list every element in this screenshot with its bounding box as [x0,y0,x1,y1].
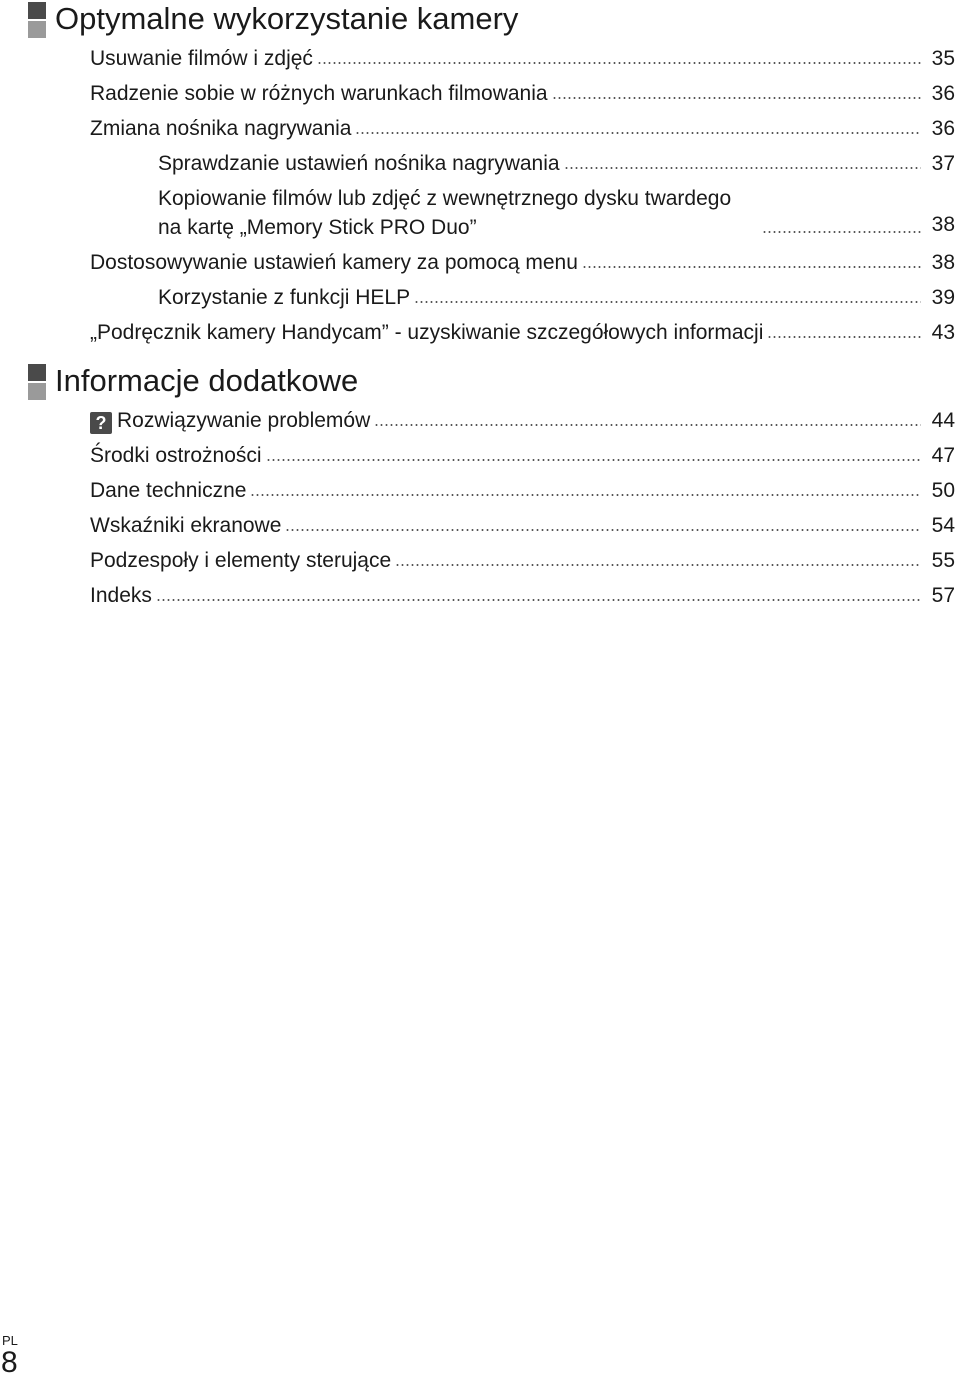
section-title: Informacje dodatkowe [55,363,359,398]
toc-page-number: 55 [931,549,955,572]
footer-language-code: PL [2,1333,18,1348]
dot-leader [250,494,921,496]
dot-leader [582,266,921,268]
question-icon: ? [90,412,112,434]
toc-entry-label: Korzystanie z funkcji HELP [158,286,411,309]
toc-entry-screen-indicators[interactable] [0,508,960,543]
toc-entry-specifications[interactable] [0,473,960,508]
toc-entry-change-media[interactable] [0,111,960,146]
dot-leader [285,529,921,531]
dot-leader [355,132,921,134]
toc-page-number: 36 [931,117,955,140]
toc-page-number: 54 [931,514,955,537]
dot-leader [395,564,921,566]
toc-entry-label: Zmiana nośnika nagrywania [90,117,352,140]
toc-page-number: 50 [931,479,955,502]
section-heading [0,362,960,400]
toc-page-number: 38 [931,251,955,274]
toc-page-number: 43 [931,321,955,344]
dot-leader [156,599,921,601]
toc-entry-label: Dostosowywanie ustawień kamery za pomocą menu [90,251,578,274]
toc-entry-label: Podzespoły i elementy sterujące [90,549,392,572]
dot-leader [552,97,921,99]
toc-entry-label: Środki ostrożności [90,444,262,467]
toc-page-number: 47 [931,444,955,467]
toc-entry-copy-to-memory-stick[interactable] [0,181,960,245]
dot-leader [266,459,921,461]
toc-entry-label: Rozwiązywanie problemów [117,409,371,432]
toc-entry-label: Kopiowanie filmów lub zdjęć z wewnętrznego dysku twardego na kartę „Memory Stick PRO Duo” [158,187,732,239]
toc-page-number: 57 [931,584,955,607]
toc-entry-label: Usuwanie filmów i zdjęć [90,47,313,70]
section-title: Optymalne wykorzystanie kamery [55,1,519,36]
dot-leader [414,301,921,303]
dot-leader [564,167,921,169]
toc-entry-label: Radzenie sobie w różnych warunkach filmowania [90,82,548,105]
toc-entry-troubleshooting[interactable] [0,403,960,438]
section-heading [0,0,960,38]
section-marker-icon [28,2,46,38]
toc-entry-parts-controls[interactable] [0,543,960,578]
toc-page-number: 44 [931,409,955,432]
toc-entry-label: „Podręcznik kamery Handycam” - uzyskiwanie szczegółowych informacji [90,321,764,344]
toc-entry-label-wrap [90,403,370,438]
toc-entry-menu-settings[interactable] [0,245,960,280]
toc-page-number: 35 [931,47,955,70]
dot-leader [374,424,921,426]
toc-entry-index[interactable] [0,578,960,613]
toc-list [0,41,960,350]
toc-entry-handycam-handbook[interactable] [0,315,960,350]
dot-leader [767,336,921,338]
toc-entry-precautions[interactable] [0,438,960,473]
toc-entry-delete-media[interactable] [0,41,960,76]
toc-page-number: 37 [931,152,955,175]
toc-page-number: 36 [931,82,955,105]
toc-entry-shooting-conditions[interactable] [0,76,960,111]
dot-leader [317,62,921,64]
toc-entry-label: Wskaźniki ekranowe [90,514,282,537]
dot-leader [762,231,921,233]
toc-entry-check-media-settings[interactable] [0,146,960,181]
toc-page-number: 38 [931,213,955,236]
toc-entry-label: Dane techniczne [90,479,247,502]
toc-section-camera [0,0,960,350]
toc-list [0,403,960,613]
section-marker-icon [28,364,46,400]
footer-page-number: 8 [1,1346,18,1379]
toc-entry-label: Sprawdzanie ustawień nośnika nagrywania [158,152,560,175]
toc-section-additional-info [0,362,960,613]
toc-entry-help-function[interactable] [0,280,960,315]
toc-page-number: 39 [931,286,955,309]
toc-entry-label: Indeks [90,584,152,607]
